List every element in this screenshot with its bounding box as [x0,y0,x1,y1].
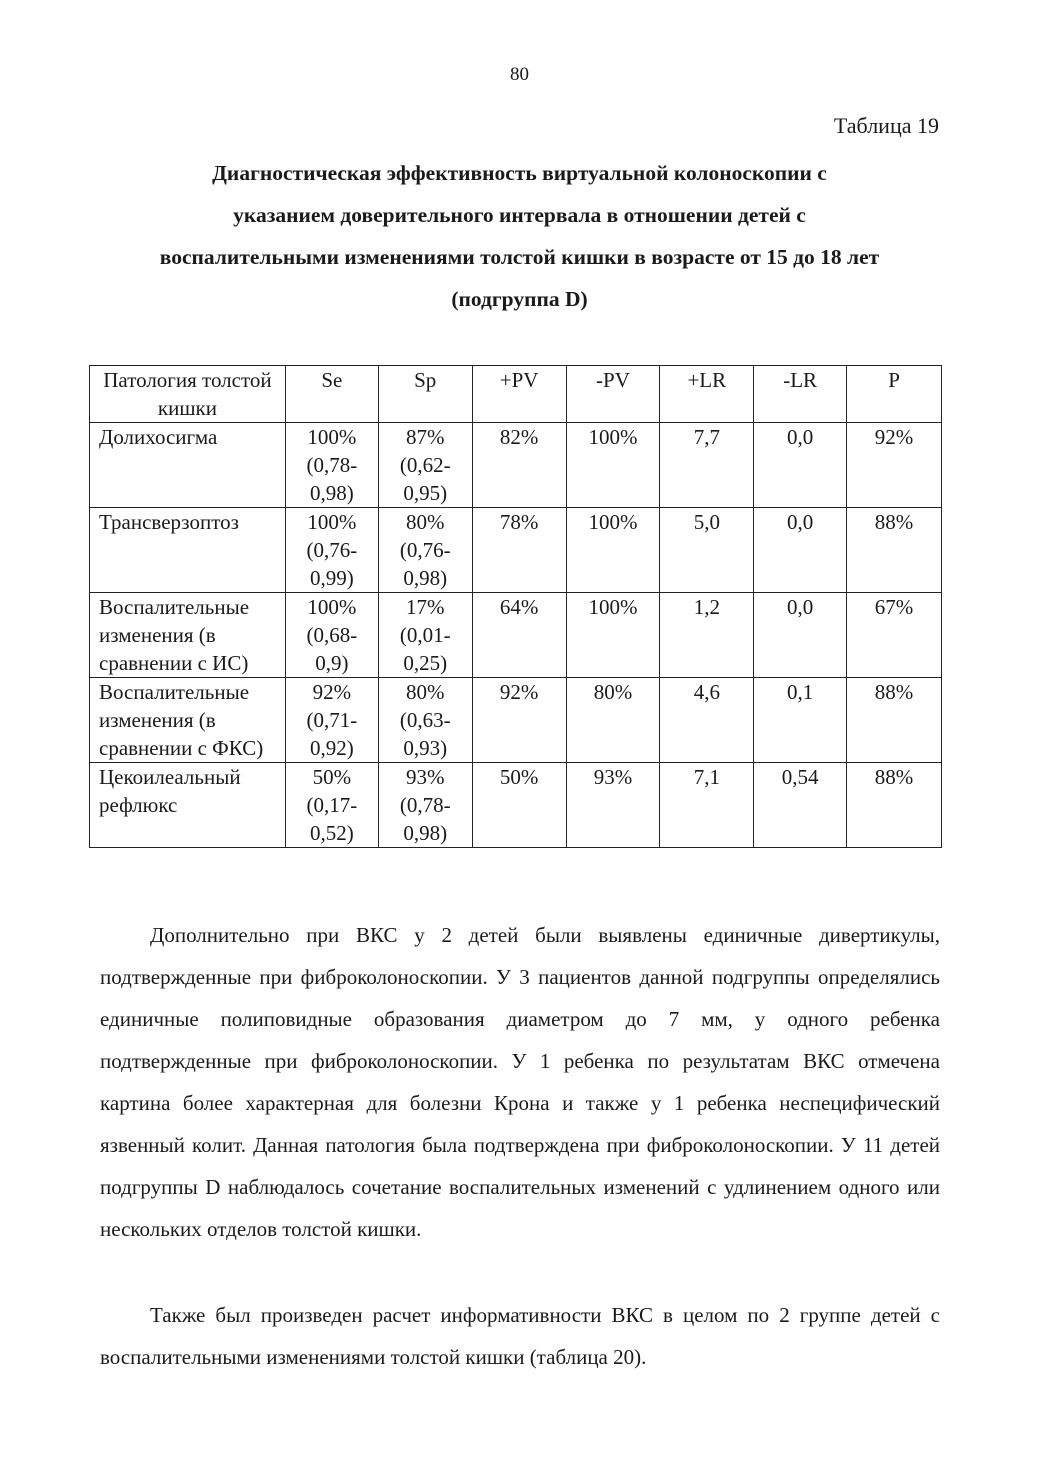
table-row [90,593,942,678]
row-se [285,593,378,678]
table-label: Таблица 19 [833,113,939,138]
table-header-row [90,366,942,423]
sp-value: 87% [405,425,445,449]
sp-ci: (0,63-0,93) [399,708,451,760]
se-ci: (0,78-0,98) [306,453,358,505]
row-ppv: 78% [472,508,566,593]
header-pathology: Патология толстой кишки [90,366,286,423]
sp-value: 80% [405,510,445,534]
row-plr: 5,0 [660,508,754,593]
row-nlr: 0,54 [754,763,847,848]
page-number: 80 [510,64,529,85]
row-p: 88% [847,678,942,763]
se-value: 50% [312,765,352,789]
paragraph [100,1294,940,1378]
se-value: 100% [307,425,357,449]
row-sp [378,423,472,508]
row-plr: 7,1 [660,763,754,848]
row-ppv: 92% [472,678,566,763]
row-npv: 100% [566,593,660,678]
se-value: 100% [307,595,357,619]
row-p: 88% [847,763,942,848]
sp-value: 17% [405,595,445,619]
row-plr: 1,2 [660,593,754,678]
table-row [90,678,942,763]
row-nlr: 0,1 [754,678,847,763]
row-npv: 100% [566,423,660,508]
row-pathology: Воспалительные изменения (в сравнении с ФКС) [90,678,286,763]
row-npv: 100% [566,508,660,593]
header-ppv: +PV [472,366,566,423]
row-pathology: Трансверзоптоз [90,508,286,593]
table-row [90,423,942,508]
se-value: 92% [312,680,352,704]
row-sp [378,593,472,678]
sp-ci: (0,01-0,25) [399,623,451,675]
se-ci: (0,76-0,99) [306,538,358,590]
row-npv: 93% [566,763,660,848]
row-se [285,423,378,508]
row-plr: 7,7 [660,423,754,508]
row-p: 92% [847,423,942,508]
header-nlr: -LR [754,366,847,423]
sp-value: 80% [405,680,445,704]
table-title-line: воспалительными изменениями толстой кишки в возрасте от 15 до 18 лет [159,245,880,269]
se-ci: (0,17-0,52) [306,793,358,845]
paragraph-text: Дополнительно при ВКС у 2 детей были выявлены единичные дивертикулы, подтвержденные при фиброколоноскопии. У 3 пациентов данной подгруппы определялись единичные полиповидные образования диаметром до 7 мм, у одного ребенка подтвержденные при фиброколоноскопии. У 1 ребенка по результатам ВКС отмечена картина более характерная для болезни Крона и также у 1 ребенка неспецифический язвенный колит. Данная патология была подтверждена при фиброколоноскопии. У 11 детей подгруппы D наблюдалось сочетание воспалительных изменений с удлинением одного или нескольких отделов толстой кишки. [100,923,940,1241]
table-title-line: указанием доверительного интервала в отношении детей с [233,203,806,227]
se-ci: (0,68-0,9) [306,623,358,675]
row-plr: 4,6 [660,678,754,763]
row-sp [378,763,472,848]
diagnostic-efficiency-table [89,365,942,848]
row-nlr: 0,0 [754,423,847,508]
paragraph [100,914,940,1250]
row-sp [378,678,472,763]
row-se [285,763,378,848]
row-ppv: 50% [472,763,566,848]
row-pathology: Воспалительные изменения (в сравнении с ИС) [90,593,286,678]
row-p: 67% [847,593,942,678]
paragraph-text: Также был произведен расчет информативности ВКС в целом по 2 группе детей с воспалительными изменениями толстой кишки (таблица 20). [100,1303,940,1369]
header-sp: Sp [378,366,472,423]
row-ppv: 64% [472,593,566,678]
row-sp [378,508,472,593]
row-ppv: 82% [472,423,566,508]
row-nlr: 0,0 [754,508,847,593]
sp-ci: (0,78-0,98) [399,793,451,845]
header-se: Se [285,366,378,423]
header-p: P [847,366,942,423]
se-ci: (0,71-0,92) [306,708,358,760]
table-title-line: Диагностическая эффективность виртуальной колоноскопии с [212,161,827,185]
row-p: 88% [847,508,942,593]
header-plr: +LR [660,366,754,423]
sp-value: 93% [405,765,445,789]
sp-ci: (0,62-0,95) [399,453,451,505]
row-pathology: Цекоилеальный рефлюкс [90,763,286,848]
table-title [96,152,943,320]
sp-ci: (0,76-0,98) [399,538,451,590]
table-title-line: (подгруппа D) [451,287,588,311]
row-nlr: 0,0 [754,593,847,678]
se-value: 100% [307,510,357,534]
row-se [285,678,378,763]
table-row [90,508,942,593]
row-npv: 80% [566,678,660,763]
header-npv: -PV [566,366,660,423]
row-pathology: Долихосигма [90,423,286,508]
table-row [90,763,942,848]
row-se [285,508,378,593]
